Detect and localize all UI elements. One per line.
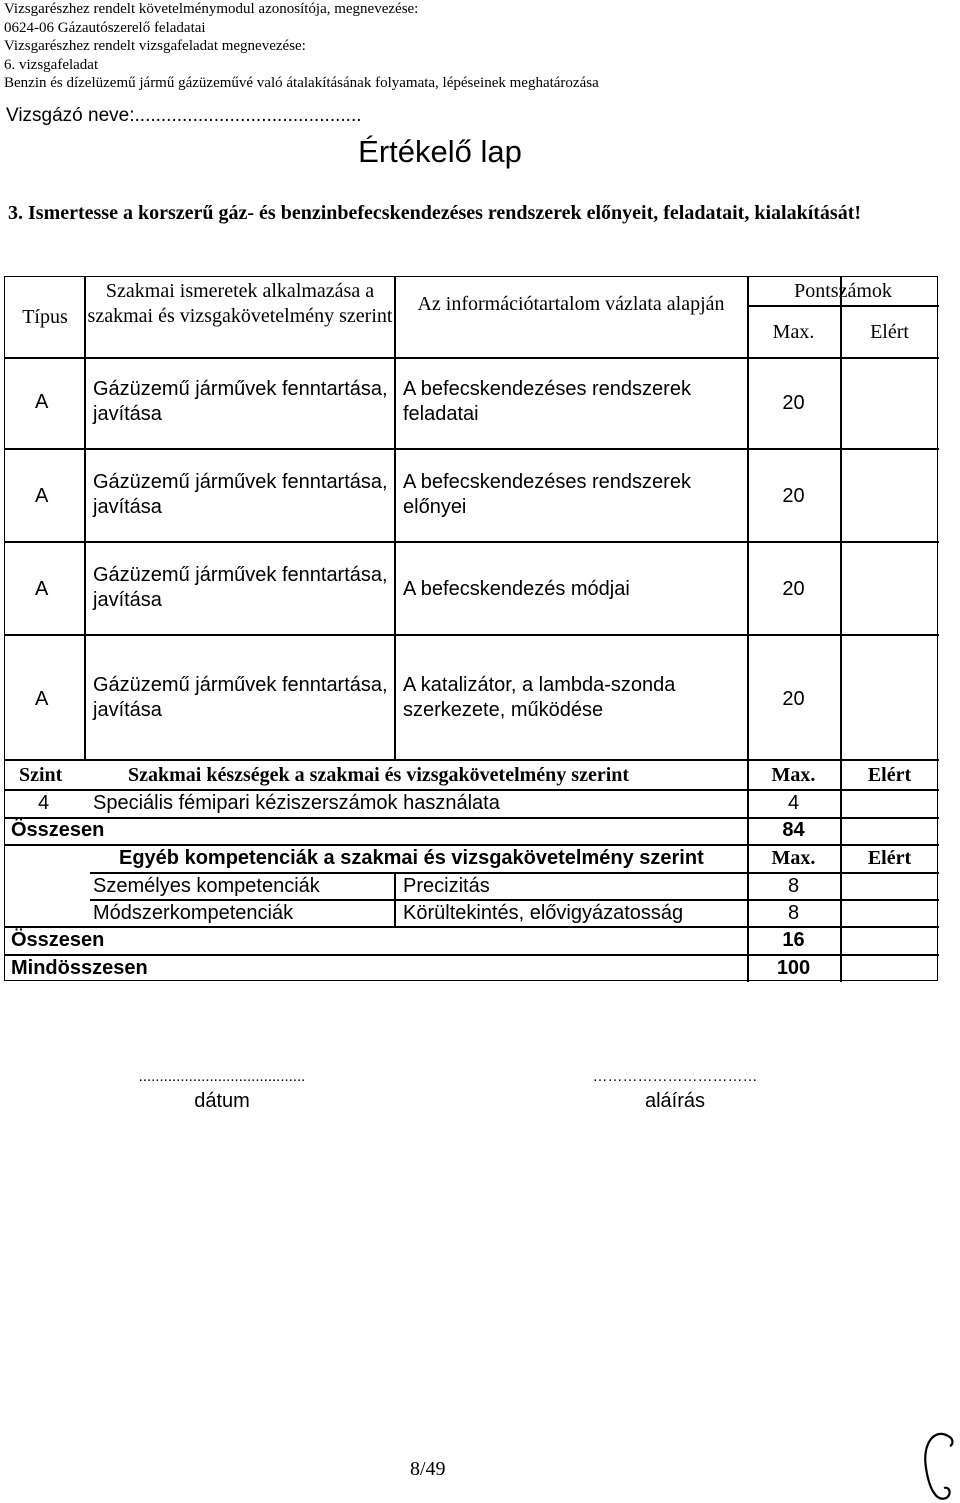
- skills-section-title: Szakmai készségek a szakmai és vizsgakövetelmény szerint: [128, 764, 630, 786]
- row-max: 20: [782, 392, 805, 414]
- skill-level: 4: [38, 792, 50, 814]
- competence-category: Személyes kompetenciák: [93, 875, 320, 897]
- competence-item: Precizitás: [403, 875, 490, 897]
- row-type: A: [35, 688, 49, 710]
- competence-section-title: Egyéb kompetenciák a szakmai és vizsgakövetelmény szerint: [119, 847, 704, 869]
- competence-max: 8: [787, 902, 800, 924]
- document-header: [4, 0, 599, 93]
- col-header-type: Típus: [22, 306, 68, 328]
- signature-label: aláírás: [644, 1090, 706, 1112]
- competence-total-value: 16: [782, 929, 805, 951]
- competence-max-header: Max.: [771, 847, 816, 869]
- page-number: 8/49: [410, 1458, 446, 1480]
- col-header-achieved: Elért: [870, 321, 909, 343]
- row-type: A: [35, 578, 49, 600]
- row-info: A befecskendezéses rendszerek feladatai: [403, 378, 691, 425]
- task-statement: 3. Ismertesse a korszerű gáz- és benzinbefecskendezéses rendszerek előnyeit, feladatait, kialakítását!: [8, 202, 862, 224]
- skills-max-header: Max.: [771, 764, 816, 786]
- row-info: A katalizátor, a lambda-szonda szerkezete, működése: [403, 674, 676, 721]
- date-label: dátum: [194, 1090, 250, 1112]
- date-dots: ........................................: [138, 1068, 306, 1085]
- row-type: A: [35, 391, 49, 413]
- skill-label: Speciális fémipari kéziszerszámok használata: [93, 792, 500, 814]
- skills-achieved-header: Elért: [867, 764, 912, 786]
- skills-level-header: Szint: [19, 764, 63, 786]
- col-header-skills: Szakmai ismeretek alkalmazása a szakmai és vizsgakövetelmény szerint: [87, 280, 393, 327]
- competence-total-label: Összesen: [11, 929, 105, 951]
- competence-max: 8: [787, 875, 800, 897]
- row-skill: Gázüzemű járművek fenntartása, javítása: [93, 674, 388, 721]
- row-info: A befecskendezéses rendszerek előnyei: [403, 471, 691, 518]
- skill-max: 4: [787, 792, 800, 814]
- col-header-max: Max.: [772, 321, 815, 343]
- row-info: A befecskendezés módjai: [403, 578, 630, 600]
- row-skill: Gázüzemű járművek fenntartása, javítása: [93, 564, 388, 611]
- row-max: 20: [782, 578, 805, 600]
- header-line-task-name: Benzin és dízelüzemű jármű gázüzeművé való átalakításának folyamata, lépéseinek meghatározása: [4, 75, 599, 91]
- competence-achieved-header: Elért: [867, 847, 912, 869]
- row-max: 20: [782, 688, 805, 710]
- header-line-task-number: 6. vizsgafeladat: [4, 56, 99, 73]
- header-line-module: Vizsgarészhez rendelt követelménymodul azonosítója, megnevezése:: [4, 1, 419, 17]
- page-title: Értékelő lap: [358, 134, 522, 169]
- grand-total-value: 100: [776, 957, 811, 979]
- row-skill: Gázüzemű járművek fenntartása, javítása: [93, 471, 388, 518]
- handwritten-mark: [920, 1430, 960, 1503]
- competence-item: Körültekintés, elővigyázatosság: [403, 902, 684, 924]
- col-header-info: Az információtartalom vázlata alapján: [417, 293, 725, 315]
- header-line-task-label: Vizsgarészhez rendelt vizsgafeladat megnevezése:: [4, 38, 306, 54]
- row-max: 20: [782, 485, 805, 507]
- row-skill: Gázüzemű járművek fenntartása, javítása: [93, 378, 388, 425]
- skills-total-label: Összesen: [11, 819, 105, 841]
- signature-dots: ……………………………: [592, 1068, 758, 1085]
- row-type: A: [35, 485, 49, 507]
- examinee-name-line: Vizsgázó neve:...........................................: [6, 105, 362, 126]
- competence-category: Módszerkompetenciák: [93, 902, 294, 924]
- header-line-module-name: 0624-06 Gázautószerelő feladatai: [4, 19, 206, 36]
- col-header-points: Pontszámok: [794, 280, 892, 302]
- evaluation-table: [4, 276, 938, 981]
- grand-total-label: Mindösszesen: [11, 957, 148, 979]
- skills-total-value: 84: [782, 819, 805, 841]
